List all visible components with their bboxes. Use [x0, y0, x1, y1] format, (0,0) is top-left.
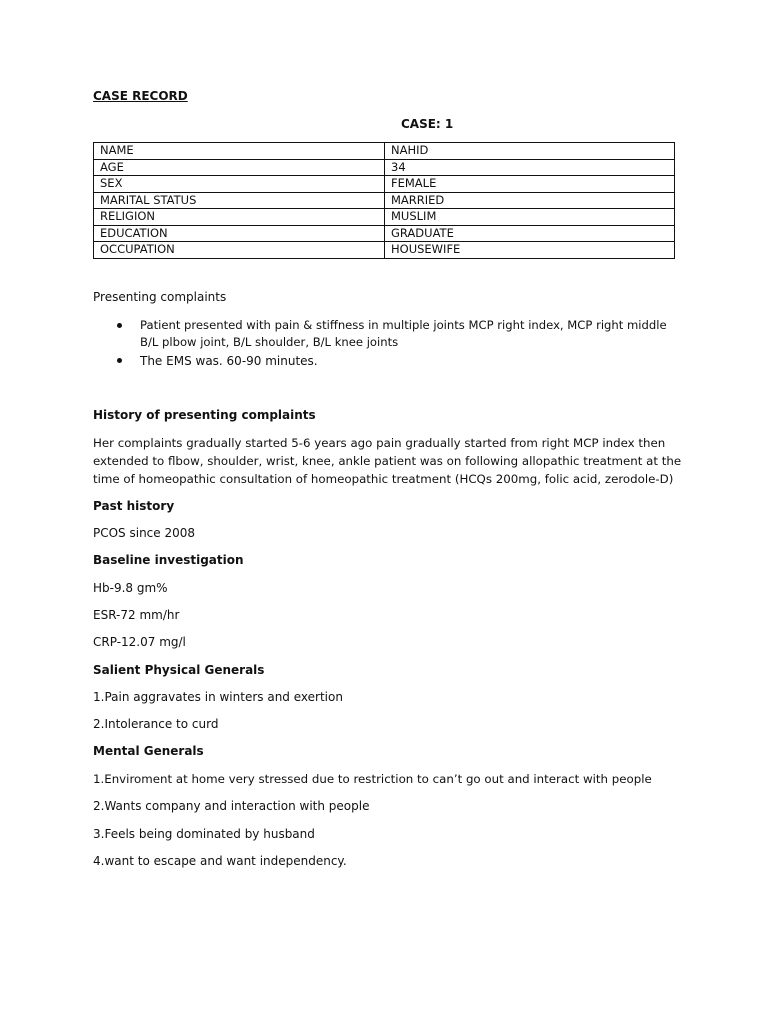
- investigation-item: Hb-9.8 gm%: [93, 581, 168, 595]
- field-value: MUSLIM: [385, 209, 675, 226]
- document-title: CASE RECORD: [93, 89, 188, 103]
- field-value: GRADUATE: [385, 225, 675, 242]
- history-line: extended to flbow, shoulder, wrist, knee, ankle patient was on following allopathic treatment at the: [93, 454, 682, 468]
- mental-general-item: 4.want to escape and want independency.: [93, 854, 347, 868]
- complaint-line: The EMS was. 60-90 minutes.: [140, 354, 318, 368]
- field-value: NAHID: [385, 143, 675, 160]
- field-value: FEMALE: [385, 176, 675, 193]
- mental-general-item: 1.Enviroment at home very stressed due to restriction to can’t go out and interact with people: [93, 772, 652, 786]
- field-label: NAME: [94, 143, 385, 160]
- field-value: 34: [385, 159, 675, 176]
- mental-general-item: 2.Wants company and interaction with people: [93, 799, 370, 813]
- field-label: SEX: [94, 176, 385, 193]
- table-row: [94, 192, 675, 209]
- table-row: [94, 143, 675, 160]
- case-number: CASE: 1: [401, 117, 454, 131]
- table-row: [94, 209, 675, 226]
- field-label: OCCUPATION: [94, 242, 385, 259]
- physical-general-item: 1.Pain aggravates in winters and exertion: [93, 690, 343, 704]
- complaint-line: B/L plbow joint, B/L shoulder, B/L knee joints: [140, 335, 399, 349]
- past-history-text: PCOS since 2008: [93, 526, 196, 540]
- history-line: time of homeopathic consultation of homeopathic treatment (HCQs 200mg, folic acid, zerodole-D): [93, 472, 674, 486]
- bullet-icon: [117, 323, 122, 328]
- field-label: RELIGION: [94, 209, 385, 226]
- mental-generals-heading: Mental Generals: [93, 744, 204, 758]
- table-row: [94, 242, 675, 259]
- history-heading: History of presenting complaints: [93, 408, 316, 422]
- presenting-complaints-heading: Presenting complaints: [93, 290, 227, 304]
- field-label: MARITAL STATUS: [94, 192, 385, 209]
- bullet-icon: [117, 358, 122, 363]
- mental-general-item: 3.Feels being dominated by husband: [93, 827, 315, 841]
- field-label: AGE: [94, 159, 385, 176]
- history-line: Her complaints gradually started 5-6 years ago pain gradually started from right MCP index then: [93, 436, 666, 450]
- field-value: MARRIED: [385, 192, 675, 209]
- complaint-line: Patient presented with pain & stiffness in multiple joints MCP right index, MCP right middle: [140, 318, 667, 332]
- past-history-heading: Past history: [93, 499, 175, 513]
- table-row: [94, 225, 675, 242]
- field-value: HOUSEWIFE: [385, 242, 675, 259]
- investigation-item: ESR-72 mm/hr: [93, 608, 180, 622]
- field-label: EDUCATION: [94, 225, 385, 242]
- physical-general-item: 2.Intolerance to curd: [93, 717, 219, 731]
- baseline-heading: Baseline investigation: [93, 553, 244, 567]
- investigation-item: CRP-12.07 mg/l: [93, 635, 186, 649]
- table-row: [94, 176, 675, 193]
- table-row: [94, 159, 675, 176]
- physical-generals-heading: Salient Physical Generals: [93, 663, 265, 677]
- patient-info-table: [93, 142, 675, 259]
